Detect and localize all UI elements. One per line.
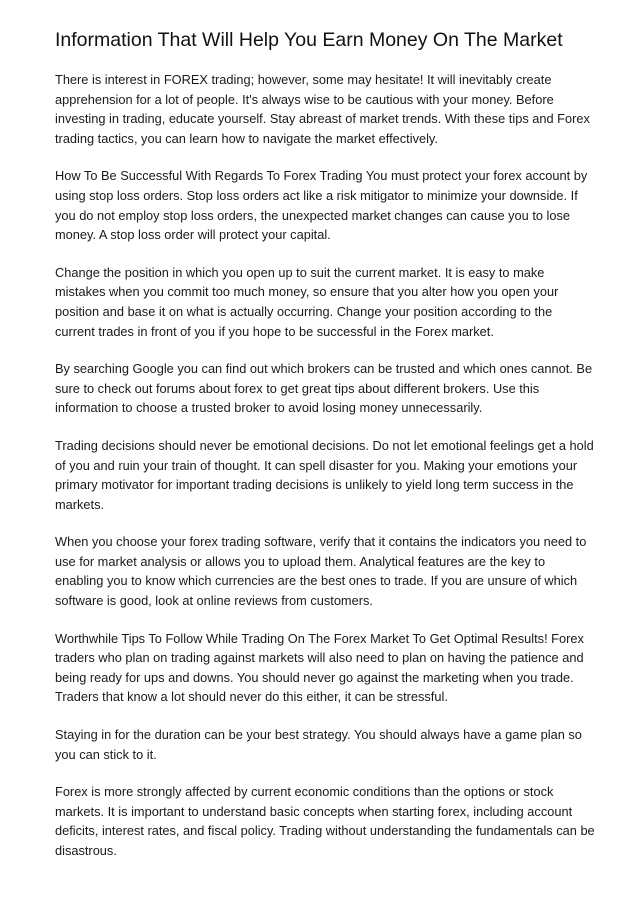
document-title: Information That Will Help You Earn Money On The Market <box>55 29 563 51</box>
paragraph-6: When you choose your forex trading software, verify that it contains the indicators you need to use for market analysis or allows you to upload them. Analytical features are the key to enabling you to know which currencies are the best ones to trade. If you are unsure of which software is good, look at online reviews from customers. <box>55 534 587 609</box>
paragraph-8: Staying in for the duration can be your best strategy. You should always have a game plan so you can stick to it. <box>55 727 582 762</box>
paragraph-5: Trading decisions should never be emotional decisions. Do not let emotional feelings get a hold of you and ruin your train of thought. It can spell disaster for you. Making your emotions your primary motivator for important trading decisions is unlikely to yield long term success in the markets. <box>55 437 594 512</box>
paragraph-2: How To Be Successful With Regards To Forex Trading You must protect your forex account by using stop loss orders. Stop loss orders act like a risk mitigator to minimize your downside. If you do not employ stop loss orders, the unexpected market changes can cause you to lose money. A stop loss order will protect your capital. <box>55 168 588 243</box>
document-page <box>55 26 595 879</box>
paragraph-3: Change the position in which you open up to suit the current market. It is easy to make mistakes when you commit too much money, so ensure that you alter how you open your position and base it on what is actually occurring. Change your position according to the current trades in front of you if you hope to be successful in the Forex market. <box>55 264 559 339</box>
paragraph-7: Worthwhile Tips To Follow While Trading On The Forex Market To Get Optimal Results! Forex traders who plan on trading against markets will also need to plan on having the patience and being ready for ups and downs. You should never go against the marketing when you trade. Traders that know a lot should never do this either, it can be stressful. <box>55 630 584 705</box>
paragraph-1: There is interest in FOREX trading; however, some may hesitate! It will inevitably create apprehension for a lot of people. It's always wise to be cautious with your money. Before investing in trading, educate yourself. Stay abreast of market trends. With these tips and Forex trading tactics, you can learn how to navigate the market effectively. <box>55 72 590 146</box>
paragraph-9: Forex is more strongly affected by current economic conditions than the options or stock markets. It is important to understand basic concepts when starting forex, including account deficits, interest rates, and fiscal policy. Trading without understanding the fundamentals can be disastrous. <box>55 784 595 858</box>
paragraph-4: By searching Google you can find out which brokers can be trusted and which ones cannot. Be sure to check out forums about forex to get great tips about different brokers. Use this information to choose a trusted broker to avoid losing money unnecessarily. <box>55 361 593 416</box>
